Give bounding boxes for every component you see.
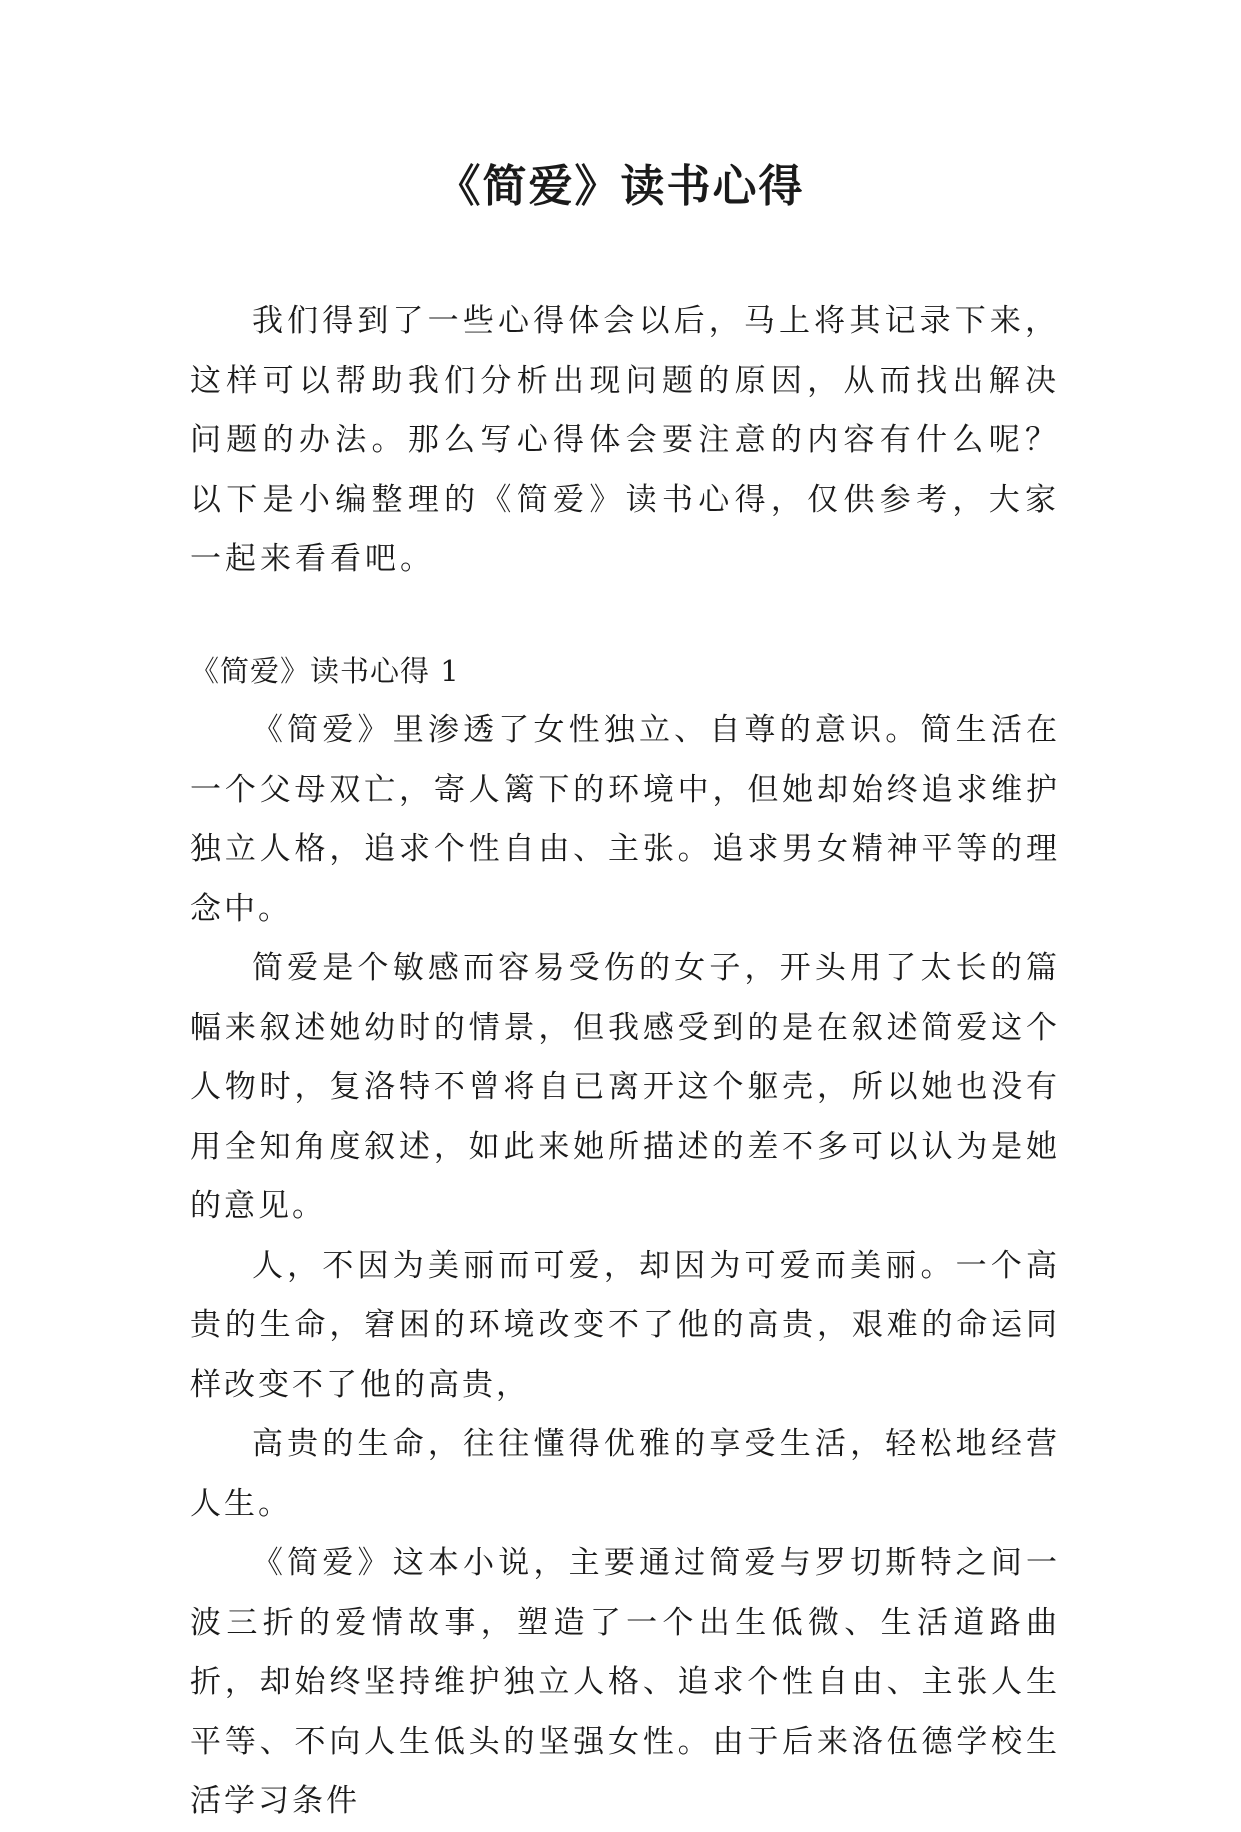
document-title: 《简爱》读书心得 [436, 161, 805, 212]
body-paragraph-5: 《简爱》这本小说，主要通过简爱与罗切斯特之间一波三折的爱情故事，塑造了一个出生低微、生活道路曲折，却始终坚持维护独立人格、追求个性自由、主张人生平等、不向人生低头的坚强女性。由于后来洛伍德学校生活学习条件 [190, 1545, 1060, 1819]
body-paragraph-2: 简爱是个敏感而容易受伤的女子，开头用了太长的篇幅来叙述她幼时的情景，但我感受到的是在叙述简爱这个人物时，复洛特不曾将自已离开这个躯壳，所以她也没有用全知角度叙述，如此来她所描述的差不多可以认为是她的意见。 [190, 950, 1060, 1224]
body-paragraph-1: 《简爱》里渗透了女性独立、自尊的意识。简生活在一个父母双亡，寄人篱下的环境中，但她却始终追求维护独立人格，追求个性自由、主张。追求男女精神平等的理念中。 [190, 712, 1060, 927]
document-body [190, 292, 1060, 1832]
body-paragraph-3: 人，不因为美丽而可爱，却因为可爱而美丽。一个高贵的生命，窘困的环境改变不了他的高贵，艰难的命运同样改变不了他的高贵， [190, 1247, 1060, 1403]
section-heading: 《简爱》读书心得 1 [190, 653, 460, 688]
body-paragraph-4: 高贵的生命，往往懂得优雅的享受生活，轻松地经营人生。 [190, 1426, 1060, 1522]
intro-paragraph: 我们得到了一些心得体会以后，马上将其记录下来，这样可以帮助我们分析出现问题的原因，从而找出解决问题的办法。那么写心得体会要注意的内容有什么呢？以下是小编整理的《简爱》读书心得，仅供参考，大家一起来看看吧。 [190, 303, 1060, 577]
